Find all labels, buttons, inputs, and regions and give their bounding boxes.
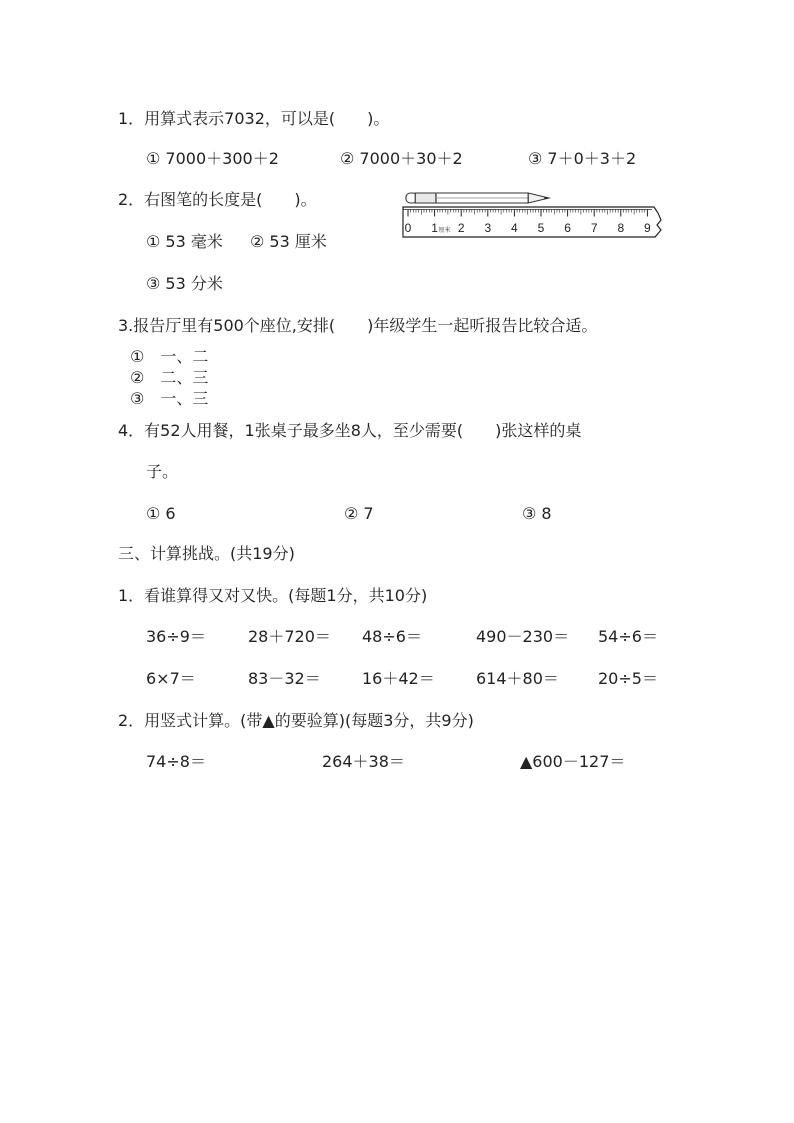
ruler-with-pencil-figure — [402, 190, 666, 240]
calc-r2-2: 83－32＝ — [248, 669, 321, 688]
calc-r2-5: 20÷5＝ — [598, 669, 658, 688]
q3-option-1: ① 一、二 — [130, 347, 209, 366]
calc-r1-1: 36÷9＝ — [146, 627, 206, 646]
ruler-tick-label: 3 — [484, 221, 492, 235]
q2-option-2: ② 53 厘米 — [250, 232, 327, 251]
ruler-tick-label: 2 — [457, 221, 465, 235]
ruler-tick-label: 6 — [564, 221, 571, 235]
q1-stem: 1．用算式表示7032，可以是( )。 — [118, 109, 390, 128]
calc-r2-4: 614＋80＝ — [476, 669, 559, 688]
q3-stem: 3.报告厅里有500个座位,安排( )年级学生一起听报告比较合适。 — [118, 316, 598, 335]
q4-option-2: ② 7 — [344, 504, 374, 523]
pencil-icon — [406, 193, 549, 203]
q4-stem-line2: 子。 — [146, 462, 179, 481]
q1-option-1: ① 7000＋300＋2 — [146, 149, 279, 168]
ruler-tick-label: 5 — [537, 221, 545, 235]
section3-title: 三、计算挑战。(共19分) — [118, 544, 295, 563]
calc-r2-3: 16＋42＝ — [362, 669, 435, 688]
q4-option-1: ① 6 — [146, 504, 176, 523]
calc-r1-3: 48÷6＝ — [362, 627, 422, 646]
ruler-tick-label: 7 — [590, 221, 598, 235]
calc-r2-1: 6×7＝ — [146, 669, 196, 688]
calc-r1-4: 490－230＝ — [476, 627, 570, 646]
calc-r1-2: 28＋720＝ — [248, 627, 331, 646]
q3-option-3: ③ 一、三 — [130, 389, 209, 408]
vertical-calc-1: 74÷8＝ — [146, 752, 206, 771]
q2-option-1: ① 53 毫米 — [146, 232, 223, 251]
section3-p1-stem: 1．看谁算得又对又快。(每题1分，共10分) — [118, 586, 428, 605]
ruler-tick-label: 1 — [431, 221, 438, 235]
ruler-tick-label: 4 — [511, 221, 518, 235]
section3-p2-stem: 2．用竖式计算。(带▲的要验算)(每题3分，共9分) — [118, 711, 474, 730]
q1-option-2: ② 7000＋30＋2 — [340, 149, 463, 168]
q4-option-3: ③ 8 — [522, 504, 552, 523]
q1-option-3: ③ 7＋0＋3＋2 — [528, 149, 637, 168]
ruler-tick-label: 0 — [404, 221, 412, 235]
q3-option-2: ② 二、三 — [130, 368, 209, 387]
q4-stem-line1: 4．有52人用餐，1张桌子最多坐8人，至少需要( )张这样的桌 — [118, 421, 582, 440]
ruler-tick-label: 9 — [644, 221, 651, 235]
q2-stem: 2．右图笔的长度是( )。 — [118, 190, 317, 209]
vertical-calc-2: 264＋38＝ — [322, 752, 405, 771]
ruler-tick-label: 8 — [617, 221, 625, 235]
ruler-unit-label: 厘米 — [438, 228, 451, 234]
q2-option-3: ③ 53 分米 — [146, 274, 223, 293]
vertical-calc-3: ▲600－127＝ — [520, 752, 626, 771]
calc-r1-5: 54÷6＝ — [598, 627, 658, 646]
